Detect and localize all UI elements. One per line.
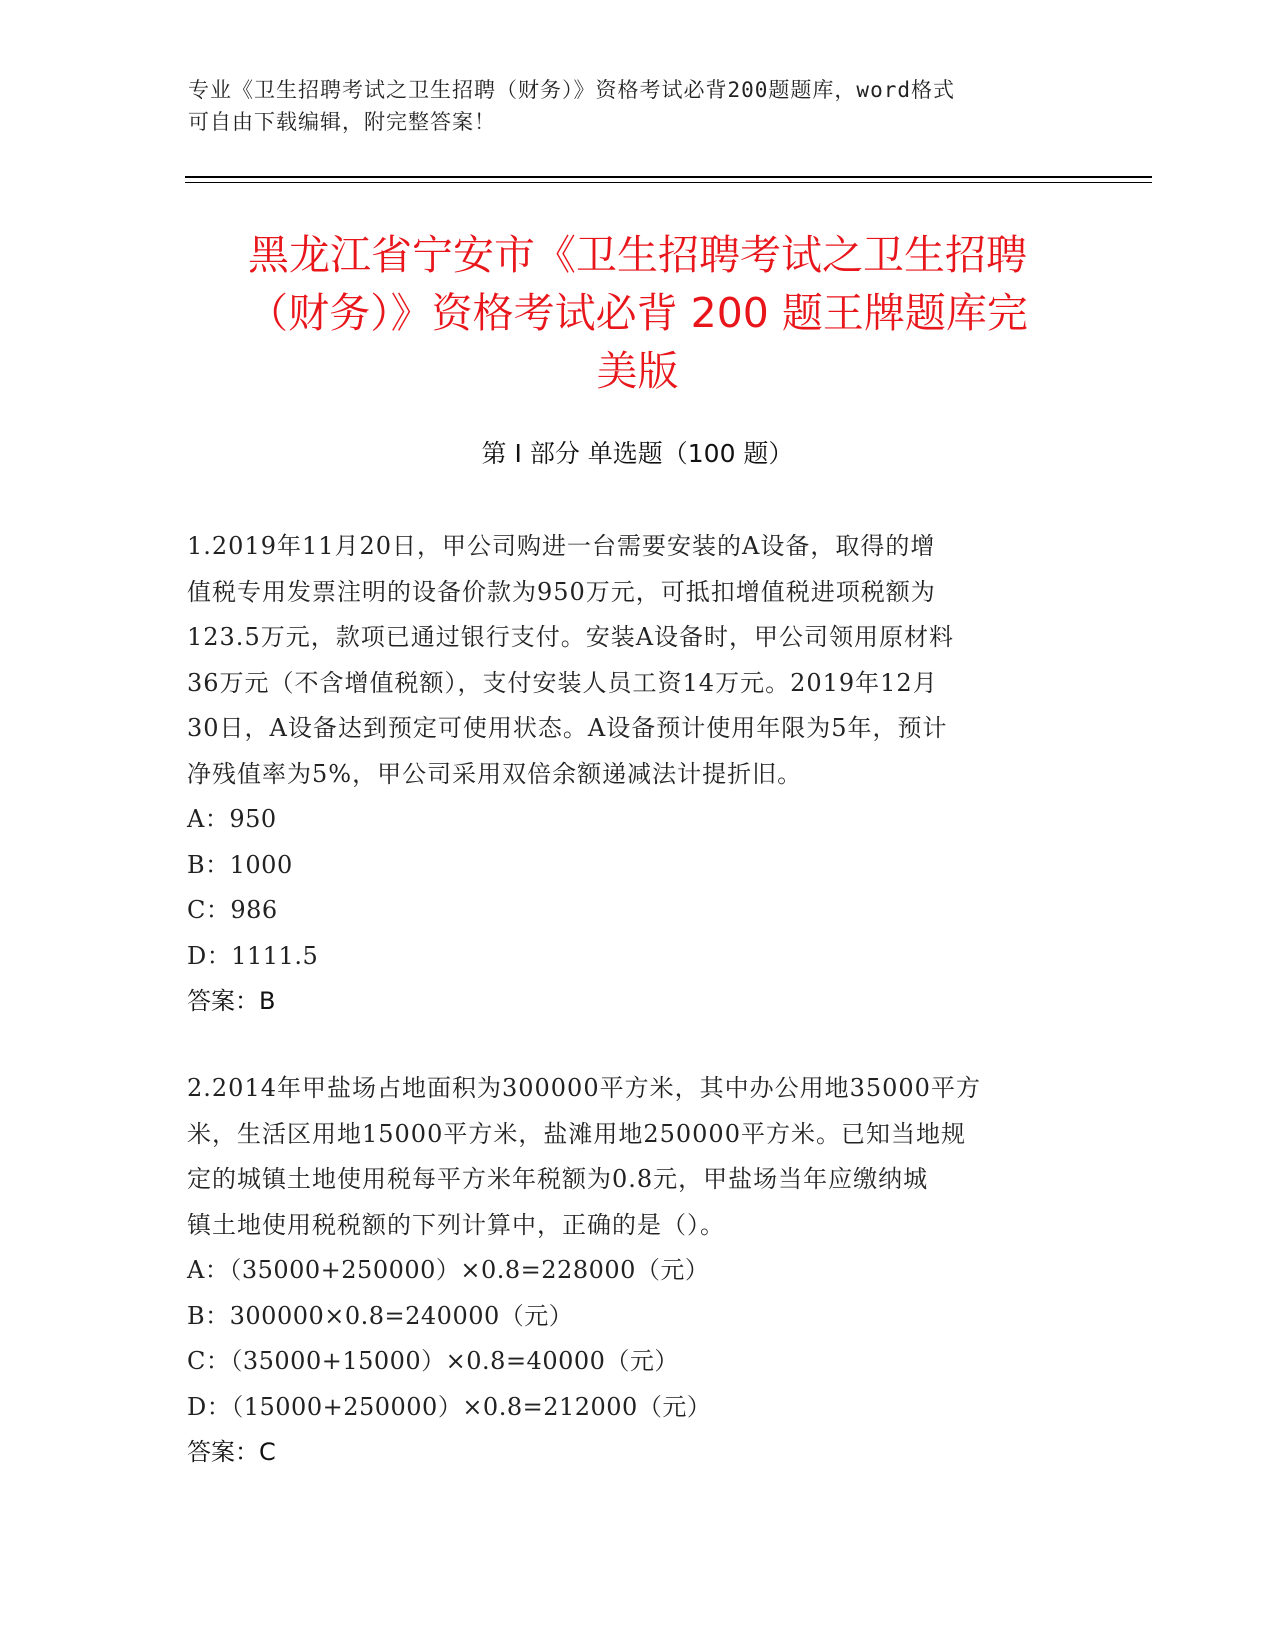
header-note-line: 可自由下载编辑，附完整答案！ [188, 110, 496, 134]
question-stem-line: 36万元（不含增值税额），支付安装人员工资14万元。2019年12月 [187, 668, 938, 697]
question-stem-line: 定的城镇土地使用税每平方米年税额为0.8元，甲盐场当年应缴纳城 [187, 1165, 929, 1193]
question-stem-line: 2.2014年甲盐场占地面积为300000平方米，其中办公用地35000平方 [187, 1074, 981, 1102]
question-1 [187, 524, 1087, 1025]
header-note-line: 专业《卫生招聘考试之卫生招聘（财务）》资格考试必背200题题库，word格式 [188, 78, 955, 102]
question-stem-line: 净残值率为5%，甲公司采用双倍余额递减法计提折旧。 [187, 759, 803, 788]
question-stem-line: 1.2019年11月20日，甲公司购进一台需要安装的A设备，取得的增 [187, 532, 936, 560]
option-c: C：（35000+15000）×0.8=40000（元） [187, 1347, 679, 1375]
question-stem-line: 镇土地使用税税额的下列计算中，正确的是（）。 [187, 1210, 725, 1239]
title-line: （财务）》资格考试必背 200 题王牌题库完 [247, 289, 1028, 337]
answer-key: 答案：C [187, 1438, 276, 1466]
option-d: D：（15000+250000）×0.8=212000（元） [187, 1392, 712, 1421]
option-d: D：1111.5 [187, 941, 319, 970]
title-line: 黑龙江省宁安市《卫生招聘考试之卫生招聘 [248, 231, 1027, 279]
option-b: B：300000×0.8=240000（元） [187, 1301, 574, 1330]
question-2 [187, 1066, 1087, 1476]
question-stem-line: 30日，A设备达到预定可使用状态。A设备预计使用年限为5年，预计 [187, 714, 948, 742]
option-a: A：950 [187, 805, 277, 833]
question-stem-line: 值税专用发票注明的设备价款为950万元，可抵扣增值税进项税额为 [187, 577, 936, 606]
question-stem-line: 123.5万元，款项已通过银行支付。安装A设备时，甲公司领用原材料 [187, 623, 955, 651]
title-line: 美版 [596, 347, 679, 395]
answer-key: 答案：B [187, 987, 276, 1015]
option-a: A：（35000+250000）×0.8=228000（元） [187, 1256, 710, 1284]
question-stem-line: 米，生活区用地15000平方米，盐滩用地250000平方米。已知当地规 [187, 1119, 966, 1148]
document-title [150, 226, 1125, 400]
header-divider-thin [185, 182, 1152, 183]
header-note [188, 74, 1088, 138]
option-c: C：986 [187, 896, 278, 924]
header-divider [185, 176, 1152, 178]
option-b: B：1000 [187, 850, 293, 879]
section-heading: 第 I 部分 单选题（100 题） [481, 439, 794, 468]
